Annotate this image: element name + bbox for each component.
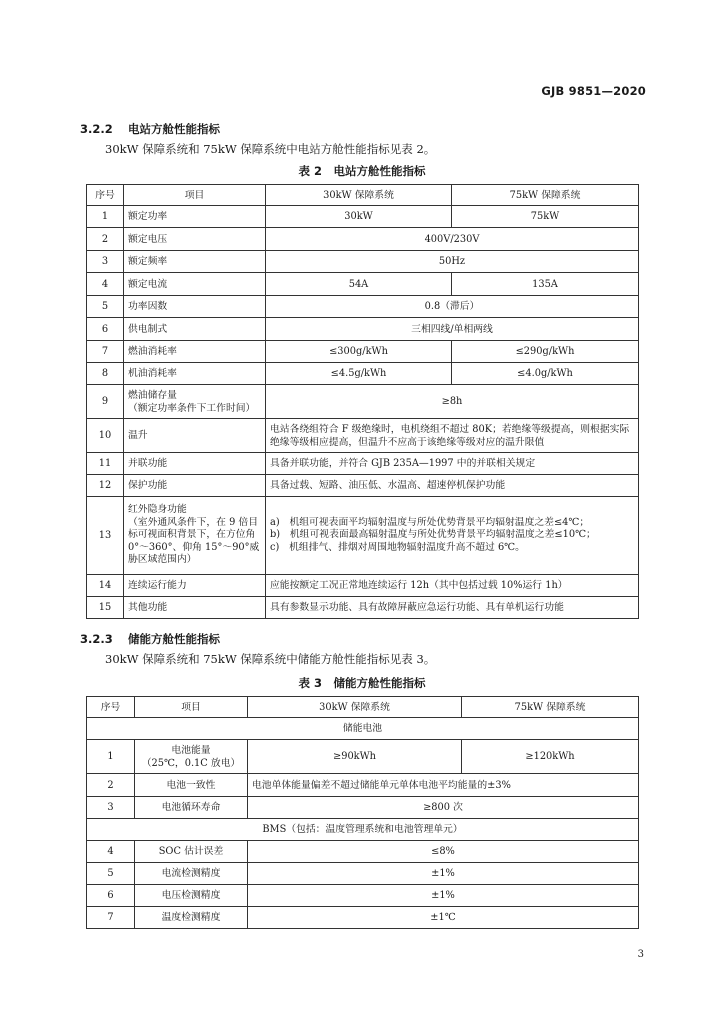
- value-30kw: ≤4.5g/kWh: [266, 363, 452, 385]
- value-75kw: 135A: [452, 273, 639, 296]
- value-shared: 应能按额定工况正常地连续运行 12h（其中包括过载 10%运行 1h）: [266, 575, 639, 597]
- row-number: 3: [87, 797, 135, 819]
- value-30kw: 54A: [266, 273, 452, 296]
- table-row: [87, 475, 639, 497]
- table-row: [87, 206, 639, 228]
- value-shared: ±1%: [248, 885, 639, 907]
- table-row: [87, 597, 639, 619]
- value-30kw: ≤300g/kWh: [266, 341, 452, 363]
- item-cell: 额定频率: [124, 251, 266, 273]
- table-row: [87, 497, 639, 575]
- row-number: 9: [87, 385, 124, 419]
- item-cell: 额定电流: [124, 273, 266, 296]
- row-number: 10: [87, 419, 124, 453]
- row-number: 3: [87, 251, 124, 273]
- table-row: [87, 363, 639, 385]
- row-number: 7: [87, 907, 135, 929]
- value-shared: ≥800 次: [248, 797, 639, 819]
- section-title: 电站方舱性能指标: [128, 122, 220, 136]
- item-cell: 电池一致性: [135, 774, 248, 797]
- value-75kw: ≥120kWh: [462, 740, 639, 774]
- table-header-row: [87, 185, 639, 206]
- item-cell: 温度检测精度: [135, 907, 248, 929]
- row-number: 12: [87, 475, 124, 497]
- item-cell: 电池能量 （25℃，0.1C 放电）: [135, 740, 248, 774]
- value-shared: 0.8（滞后）: [266, 296, 639, 318]
- value-shared: 50Hz: [266, 251, 639, 273]
- item-cell: 连续运行能力: [124, 575, 266, 597]
- item-cell: SOC 估计误差: [135, 841, 248, 863]
- value-shared: 具备过载、短路、油压低、水温高、超速停机保护功能: [266, 475, 639, 497]
- table-2: [86, 184, 639, 619]
- item-cell: 红外隐身功能 （室外通风条件下，在 9 倍目标可视面积背景下，在方位角 0°～360°、仰角 15°～90°威胁区域范围内）: [124, 497, 266, 575]
- row-number: 8: [87, 363, 124, 385]
- section-heading-3-2-3: [80, 631, 220, 647]
- item-cell: 额定电压: [124, 228, 266, 251]
- table-row: [87, 797, 639, 819]
- table-row: [87, 385, 639, 419]
- table-row: [87, 296, 639, 318]
- table-row: [87, 740, 639, 774]
- value-shared: 400V/230V: [266, 228, 639, 251]
- table-row: [87, 863, 639, 885]
- value-shared: a) 机组可视表面平均辐射温度与所处优势背景平均辐射温度之差≤4℃； b) 机组可视表面最高辐射温度与所处优势背景平均辐射温度之差≤10℃； c) 机组排气、排烟对周围地物辐射温度升高不超过 6℃。: [266, 497, 639, 575]
- value-shared: ±1℃: [248, 907, 639, 929]
- section-title: 储能方舱性能指标: [128, 632, 220, 646]
- value-shared: 具备并联功能，并符合 GJB 235A—1997 中的并联相关规定: [266, 453, 639, 475]
- row-number: 14: [87, 575, 124, 597]
- table-row: [87, 318, 639, 341]
- item-cell: 保护功能: [124, 475, 266, 497]
- group-title: 储能电池: [87, 718, 639, 740]
- table-row: [87, 419, 639, 453]
- header-cell: 30kW 保障系统: [248, 697, 462, 718]
- section-paragraph: 30kW 保障系统和 75kW 保障系统中电站方舱性能指标见表 2。: [105, 142, 436, 156]
- row-number: 4: [87, 273, 124, 296]
- value-75kw: ≤290g/kWh: [452, 341, 639, 363]
- item-cell: 温升: [124, 419, 266, 453]
- table-row: [87, 575, 639, 597]
- value-shared: 电站各绕组符合 F 级绝缘时，电机绕组不超过 80K；若绝缘等级提高，则根据实际绝缘等级相应提高，但温升不应高于该绝缘等级对应的温升限值: [266, 419, 639, 453]
- row-number: 4: [87, 841, 135, 863]
- group-title: BMS（包括：温度管理系统和电池管理单元）: [87, 819, 639, 841]
- item-cell: 燃油储存量 （额定功率条件下工作时间）: [124, 385, 266, 419]
- table-row: [87, 273, 639, 296]
- row-number: 6: [87, 885, 135, 907]
- row-number: 11: [87, 453, 124, 475]
- header-cell: 序号: [87, 185, 124, 206]
- table-row: [87, 774, 639, 797]
- header-cell: 75kW 保障系统: [452, 185, 639, 206]
- table-2-caption: 表 2 电站方舱性能指标: [298, 164, 426, 178]
- item-cell: 燃油消耗率: [124, 341, 266, 363]
- standard-number: GJB 9851—2020: [541, 84, 646, 98]
- table-group-row: [87, 718, 639, 740]
- item-cell: 机油消耗率: [124, 363, 266, 385]
- table-row: [87, 251, 639, 273]
- section-paragraph: 30kW 保障系统和 75kW 保障系统中储能方舱性能指标见表 3。: [105, 652, 436, 666]
- row-number: 1: [87, 206, 124, 228]
- header-cell: 75kW 保障系统: [462, 697, 639, 718]
- header-cell: 项目: [135, 697, 248, 718]
- table-group-row: [87, 819, 639, 841]
- table-header-row: [87, 697, 639, 718]
- page-number: 3: [637, 949, 644, 960]
- table-row: [87, 885, 639, 907]
- row-number: 15: [87, 597, 124, 619]
- value-75kw: 75kW: [452, 206, 639, 228]
- table-row: [87, 453, 639, 475]
- value-shared: 具有参数显示功能、具有故障屏蔽应急运行功能、具有单机运行功能: [266, 597, 639, 619]
- value-shared: ≤8%: [248, 841, 639, 863]
- row-number: 1: [87, 740, 135, 774]
- value-shared: ±1%: [248, 863, 639, 885]
- row-number: 13: [87, 497, 124, 575]
- value-shared: ≥8h: [266, 385, 639, 419]
- item-cell: 电压检测精度: [135, 885, 248, 907]
- row-number: 5: [87, 296, 124, 318]
- row-number: 2: [87, 774, 135, 797]
- table-row: [87, 907, 639, 929]
- item-cell: 额定功率: [124, 206, 266, 228]
- value-30kw: 30kW: [266, 206, 452, 228]
- header-cell: 30kW 保障系统: [266, 185, 452, 206]
- table-3-caption: 表 3 储能方舱性能指标: [298, 676, 426, 690]
- row-number: 7: [87, 341, 124, 363]
- value-75kw: ≤4.0g/kWh: [452, 363, 639, 385]
- item-cell: 电池循环寿命: [135, 797, 248, 819]
- table-row: [87, 841, 639, 863]
- value-shared: 电池单体能量偏差不超过储能单元单体电池平均能量的±3%: [248, 774, 639, 797]
- row-number: 6: [87, 318, 124, 341]
- item-cell: 并联功能: [124, 453, 266, 475]
- section-number: 3.2.2: [80, 122, 113, 136]
- header-cell: 序号: [87, 697, 135, 718]
- header-cell: 项目: [124, 185, 266, 206]
- value-30kw: ≥90kWh: [248, 740, 462, 774]
- item-cell: 供电制式: [124, 318, 266, 341]
- value-shared: 三相四线/单相两线: [266, 318, 639, 341]
- row-number: 2: [87, 228, 124, 251]
- table-row: [87, 228, 639, 251]
- table-3: [86, 696, 639, 929]
- item-cell: 电流检测精度: [135, 863, 248, 885]
- item-cell: 功率因数: [124, 296, 266, 318]
- item-cell: 其他功能: [124, 597, 266, 619]
- table-row: [87, 341, 639, 363]
- section-number: 3.2.3: [80, 632, 113, 646]
- section-heading-3-2-2: [80, 121, 220, 137]
- row-number: 5: [87, 863, 135, 885]
